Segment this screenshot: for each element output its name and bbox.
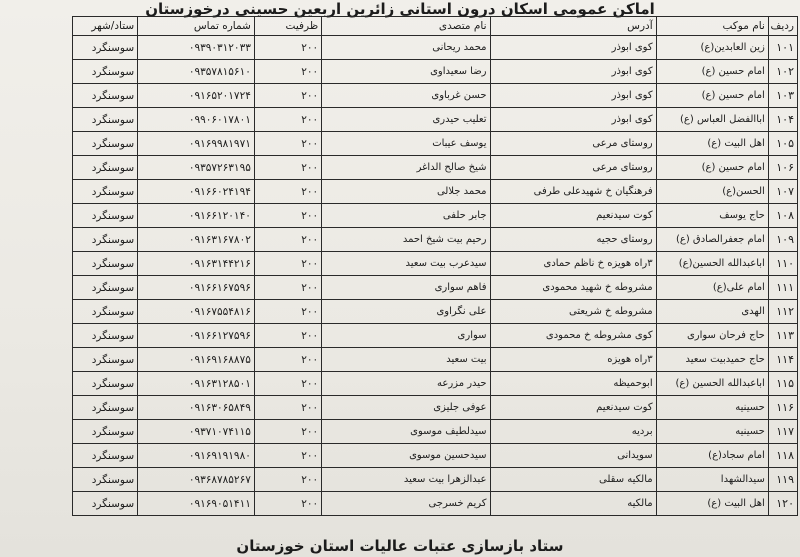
row-index: ۱۰۱ bbox=[768, 36, 797, 60]
capacity: ۲۰۰ bbox=[254, 252, 321, 276]
city: سوسنگرد bbox=[73, 60, 138, 84]
row-index: ۱۲۰ bbox=[768, 492, 797, 516]
phone-number: ۰۹۹۰۶۰۱۷۸۰۱ bbox=[138, 108, 255, 132]
contact-name: حسن غرباوی bbox=[322, 84, 490, 108]
address: ۳راه هویزه bbox=[490, 348, 656, 372]
phone-number: ۰۹۱۶۶۱۲۷۵۹۶ bbox=[138, 324, 255, 348]
mawkib-name: اهل البیت (ع) bbox=[656, 132, 768, 156]
contact-name: علی نگراوی bbox=[322, 300, 490, 324]
table-row bbox=[73, 204, 798, 228]
address: روستای مرعی bbox=[490, 156, 656, 180]
contact-name: عبدالزهرا بیت سعید bbox=[322, 468, 490, 492]
capacity: ۲۰۰ bbox=[254, 156, 321, 180]
contact-name: رحیم بیت شیخ احمد bbox=[322, 228, 490, 252]
contact-name: عوفی جلیزی bbox=[322, 396, 490, 420]
table-row bbox=[73, 84, 798, 108]
capacity: ۲۰۰ bbox=[254, 36, 321, 60]
table-row bbox=[73, 492, 798, 516]
mawkib-name: اباالفضل العباس (ع) bbox=[656, 108, 768, 132]
table-row bbox=[73, 132, 798, 156]
capacity: ۲۰۰ bbox=[254, 228, 321, 252]
phone-number: ۰۹۱۶۳۱۴۴۲۱۶ bbox=[138, 252, 255, 276]
row-index: ۱۰۴ bbox=[768, 108, 797, 132]
row-index: ۱۰۸ bbox=[768, 204, 797, 228]
table-row bbox=[73, 444, 798, 468]
header-city: ستاد/شهر bbox=[73, 17, 138, 36]
city: سوسنگرد bbox=[73, 156, 138, 180]
contact-name: جابر حلفی bbox=[322, 204, 490, 228]
mawkib-name: حسینیه bbox=[656, 396, 768, 420]
row-index: ۱۰۳ bbox=[768, 84, 797, 108]
table-row bbox=[73, 108, 798, 132]
mawkib-name: امام حسین (ع) bbox=[656, 84, 768, 108]
phone-number: ۰۹۱۶۷۵۵۴۸۱۶ bbox=[138, 300, 255, 324]
city: سوسنگرد bbox=[73, 276, 138, 300]
table-row bbox=[73, 228, 798, 252]
capacity: ۲۰۰ bbox=[254, 468, 321, 492]
phone-number: ۰۹۳۷۱۰۷۴۱۱۵ bbox=[138, 420, 255, 444]
city: سوسنگرد bbox=[73, 396, 138, 420]
city: سوسنگرد bbox=[73, 204, 138, 228]
phone-number: ۰۹۳۶۸۷۸۵۲۶۷ bbox=[138, 468, 255, 492]
address: فرهنگیان خ شهیدعلی طرفی bbox=[490, 180, 656, 204]
capacity: ۲۰۰ bbox=[254, 60, 321, 84]
address: کوت سیدنعیم bbox=[490, 396, 656, 420]
contact-name: شیخ صالح الداغر bbox=[322, 156, 490, 180]
mawkib-name: اباعبدالله الحسین (ع) bbox=[656, 372, 768, 396]
city: سوسنگرد bbox=[73, 444, 138, 468]
capacity: ۲۰۰ bbox=[254, 204, 321, 228]
phone-number: ۰۹۱۶۹۹۸۱۹۷۱ bbox=[138, 132, 255, 156]
capacity: ۲۰۰ bbox=[254, 324, 321, 348]
mawkib-name: حاج فرحان سواری bbox=[656, 324, 768, 348]
mawkib-name: امام حسین (ع) bbox=[656, 156, 768, 180]
table-row bbox=[73, 396, 798, 420]
row-index: ۱۱۹ bbox=[768, 468, 797, 492]
table-row bbox=[73, 180, 798, 204]
header-idx: ردیف bbox=[768, 17, 797, 36]
phone-number: ۰۹۱۶۳۰۶۵۸۴۹ bbox=[138, 396, 255, 420]
table-row bbox=[73, 324, 798, 348]
row-index: ۱۱۴ bbox=[768, 348, 797, 372]
address: کوی ابوذر bbox=[490, 84, 656, 108]
city: سوسنگرد bbox=[73, 132, 138, 156]
city: سوسنگرد bbox=[73, 492, 138, 516]
table-header-row bbox=[73, 17, 798, 36]
capacity: ۲۰۰ bbox=[254, 420, 321, 444]
capacity: ۲۰۰ bbox=[254, 108, 321, 132]
table-row bbox=[73, 36, 798, 60]
address: کوی ابوذر bbox=[490, 108, 656, 132]
capacity: ۲۰۰ bbox=[254, 180, 321, 204]
contact-name: محمد ریحانی bbox=[322, 36, 490, 60]
address: سویدانی bbox=[490, 444, 656, 468]
mawkib-name: امام جعفرالصادق (ع) bbox=[656, 228, 768, 252]
mawkib-name: زین العابدین(ع) bbox=[656, 36, 768, 60]
city: سوسنگرد bbox=[73, 252, 138, 276]
capacity: ۲۰۰ bbox=[254, 84, 321, 108]
mawkib-name: امام حسین (ع) bbox=[656, 60, 768, 84]
header-mawkib: نام موکب bbox=[656, 17, 768, 36]
contact-name: سیدعرب بیت سعید bbox=[322, 252, 490, 276]
mawkib-name: امام علی(ع) bbox=[656, 276, 768, 300]
phone-number: ۰۹۱۶۳۱۲۸۵۰۱ bbox=[138, 372, 255, 396]
row-index: ۱۱۱ bbox=[768, 276, 797, 300]
city: سوسنگرد bbox=[73, 108, 138, 132]
address: ابوحمیظه bbox=[490, 372, 656, 396]
capacity: ۲۰۰ bbox=[254, 492, 321, 516]
mawkib-name: اهل البیت (ع) bbox=[656, 492, 768, 516]
header-phone: شماره تماس bbox=[138, 17, 255, 36]
city: سوسنگرد bbox=[73, 372, 138, 396]
document-title: اماکن عمومی اسکان درون استانی زائرین اربعین حسینی درخوزستان bbox=[145, 0, 655, 18]
contact-name: تعلیب حیدری bbox=[322, 108, 490, 132]
address: کوی ابوذر bbox=[490, 36, 656, 60]
table-row bbox=[73, 252, 798, 276]
contact-name: کریم خسرجی bbox=[322, 492, 490, 516]
mawkib-name: سیدالشهدا bbox=[656, 468, 768, 492]
address: کوی مشروطه خ محمودی bbox=[490, 324, 656, 348]
address: مشروطه خ شهید محمودی bbox=[490, 276, 656, 300]
phone-number: ۰۹۱۶۵۲۰۱۷۲۴ bbox=[138, 84, 255, 108]
lodging-table bbox=[72, 16, 798, 516]
document-footer: ستاد بازسازی عتبات عالیات استان خوزستان bbox=[236, 537, 564, 555]
phone-number: ۰۹۳۵۷۸۱۵۶۱۰ bbox=[138, 60, 255, 84]
capacity: ۲۰۰ bbox=[254, 396, 321, 420]
table-row bbox=[73, 372, 798, 396]
header-address: آدرس bbox=[490, 17, 656, 36]
phone-number: ۰۹۱۶۹۰۵۱۴۱۱ bbox=[138, 492, 255, 516]
address: مالکیه bbox=[490, 492, 656, 516]
address: کوی ابوذر bbox=[490, 60, 656, 84]
address: روستای حجیه bbox=[490, 228, 656, 252]
row-index: ۱۱۰ bbox=[768, 252, 797, 276]
contact-name: بیت سعید bbox=[322, 348, 490, 372]
phone-number: ۰۹۳۵۷۲۶۳۱۹۵ bbox=[138, 156, 255, 180]
row-index: ۱۱۶ bbox=[768, 396, 797, 420]
contact-name: سواری bbox=[322, 324, 490, 348]
table-row bbox=[73, 60, 798, 84]
city: سوسنگرد bbox=[73, 300, 138, 324]
contact-name: محمد جلالی bbox=[322, 180, 490, 204]
header-capacity: ظرفیت bbox=[254, 17, 321, 36]
mawkib-name: امام سجاد(ع) bbox=[656, 444, 768, 468]
row-index: ۱۱۵ bbox=[768, 372, 797, 396]
table-row bbox=[73, 348, 798, 372]
contact-name: حیدر مزرعه bbox=[322, 372, 490, 396]
header-contact: نام متصدی bbox=[322, 17, 490, 36]
city: سوسنگرد bbox=[73, 324, 138, 348]
contact-name: فاهم سواری bbox=[322, 276, 490, 300]
address: ۳راه هویزه خ ناظم حمادی bbox=[490, 252, 656, 276]
city: سوسنگرد bbox=[73, 420, 138, 444]
row-index: ۱۰۷ bbox=[768, 180, 797, 204]
mawkib-name: حاج حمیدبیت سعید bbox=[656, 348, 768, 372]
contact-name: سیدحسین موسوی bbox=[322, 444, 490, 468]
city: سوسنگرد bbox=[73, 180, 138, 204]
address: مشروطه خ شریعتی bbox=[490, 300, 656, 324]
address: بردیه bbox=[490, 420, 656, 444]
row-index: ۱۰۹ bbox=[768, 228, 797, 252]
capacity: ۲۰۰ bbox=[254, 348, 321, 372]
capacity: ۲۰۰ bbox=[254, 300, 321, 324]
phone-number: ۰۹۱۶۶۰۲۴۱۹۴ bbox=[138, 180, 255, 204]
city: سوسنگرد bbox=[73, 228, 138, 252]
table-row bbox=[73, 276, 798, 300]
phone-number: ۰۹۱۶۶۱۶۷۵۹۶ bbox=[138, 276, 255, 300]
row-index: ۱۰۵ bbox=[768, 132, 797, 156]
mawkib-name: حاج یوسف bbox=[656, 204, 768, 228]
contact-name: سیدلطیف موسوی bbox=[322, 420, 490, 444]
capacity: ۲۰۰ bbox=[254, 276, 321, 300]
row-index: ۱۱۲ bbox=[768, 300, 797, 324]
phone-number: ۰۹۱۶۶۱۲۰۱۴۰ bbox=[138, 204, 255, 228]
capacity: ۲۰۰ bbox=[254, 372, 321, 396]
row-index: ۱۱۸ bbox=[768, 444, 797, 468]
table-row bbox=[73, 156, 798, 180]
address: کوت سیدنعیم bbox=[490, 204, 656, 228]
address: مالکیه سقلی bbox=[490, 468, 656, 492]
mawkib-name: الهدی bbox=[656, 300, 768, 324]
row-index: ۱۱۷ bbox=[768, 420, 797, 444]
table-row bbox=[73, 468, 798, 492]
phone-number: ۰۹۱۶۹۱۶۸۸۷۵ bbox=[138, 348, 255, 372]
row-index: ۱۱۳ bbox=[768, 324, 797, 348]
table-row bbox=[73, 300, 798, 324]
table-row bbox=[73, 420, 798, 444]
phone-number: ۰۹۱۶۳۱۶۷۸۰۲ bbox=[138, 228, 255, 252]
capacity: ۲۰۰ bbox=[254, 132, 321, 156]
city: سوسنگرد bbox=[73, 84, 138, 108]
mawkib-name: اباعبدالله الحسین(ع) bbox=[656, 252, 768, 276]
contact-name: یوسف عیبات bbox=[322, 132, 490, 156]
row-index: ۱۰۲ bbox=[768, 60, 797, 84]
contact-name: رضا سعیداوی bbox=[322, 60, 490, 84]
mawkib-name: الحسن(ع) bbox=[656, 180, 768, 204]
mawkib-name: حسینیه bbox=[656, 420, 768, 444]
row-index: ۱۰۶ bbox=[768, 156, 797, 180]
phone-number: ۰۹۱۶۹۱۹۱۹۸۰ bbox=[138, 444, 255, 468]
city: سوسنگرد bbox=[73, 348, 138, 372]
address: روستای مرعی bbox=[490, 132, 656, 156]
city: سوسنگرد bbox=[73, 468, 138, 492]
phone-number: ۰۹۳۹۰۳۱۲۰۳۳ bbox=[138, 36, 255, 60]
city: سوسنگرد bbox=[73, 36, 138, 60]
capacity: ۲۰۰ bbox=[254, 444, 321, 468]
